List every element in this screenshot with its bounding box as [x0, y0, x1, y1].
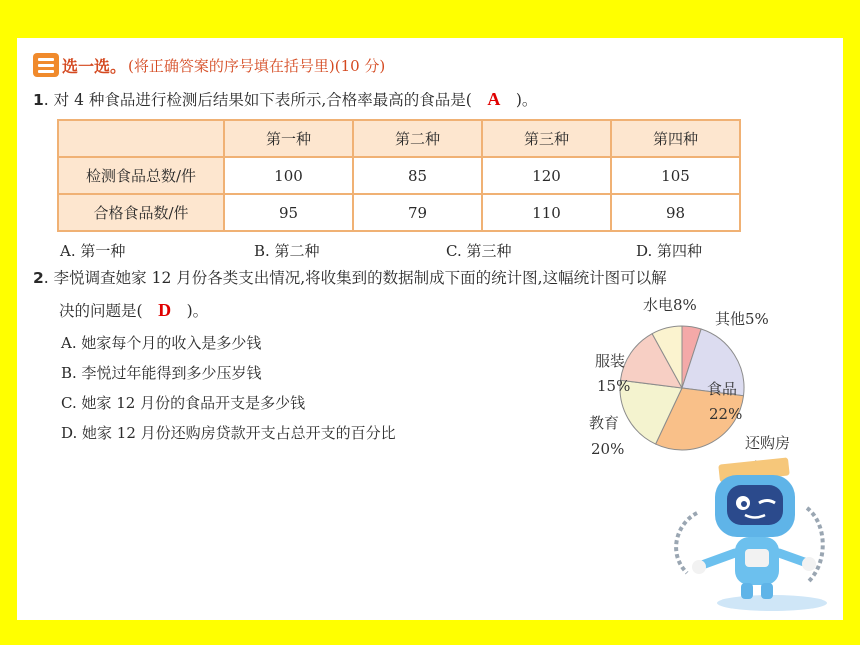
option-a: A. 她家每个月的收入是多少钱 [61, 334, 262, 352]
pie-label-food-pct: 22% [709, 405, 743, 423]
pie-label-other: 其他5% [715, 310, 769, 328]
table-row-label: 合格食品数/件 [58, 194, 224, 231]
question-2-text-2: 决的问题是( [59, 302, 143, 320]
table-header-row [58, 120, 740, 157]
table-cell: 85 [353, 157, 482, 194]
question-1-answer: A [487, 89, 501, 109]
question-2-number: 2 [33, 269, 44, 287]
table-header-cell: 第四种 [611, 120, 740, 157]
option-d: D. 她家 12 月份还购房贷款开支占总开支的百分比 [61, 424, 396, 442]
section-instructions: (将正确答案的序号填在括号里)(10 分) [128, 56, 386, 75]
table-header-cell: 第一种 [224, 120, 353, 157]
section-title: 选一选。 [62, 56, 127, 76]
table-cell: 110 [482, 194, 611, 231]
question-2-text-end: )。 [186, 302, 209, 320]
option-c: C. 她家 12 月份的食品开支是多少钱 [61, 394, 306, 412]
food-inspection-table [57, 119, 741, 232]
table-cell: 95 [224, 194, 353, 231]
question-1-text: . 对 4 种食品进行检测后结果如下表所示,合格率最高的食品是( [43, 91, 472, 109]
pie-label-clothing-name: 服装 [595, 352, 626, 370]
table-cell: 100 [224, 157, 353, 194]
option-c: C. 第三种 [446, 242, 512, 260]
question-2-line2 [59, 300, 208, 321]
pie-label-water-electric: 水电8% [643, 296, 697, 314]
table-header-cell: 第二种 [353, 120, 482, 157]
table-row [58, 157, 740, 194]
pie-label-education-name: 教育 [589, 414, 620, 432]
question-1 [33, 89, 537, 110]
table-row-label: 检测食品总数/件 [58, 157, 224, 194]
table-cell: 120 [482, 157, 611, 194]
pie-label-clothing-pct: 15% [597, 377, 631, 395]
worksheet-card [17, 38, 843, 620]
question-2-answer: D [158, 300, 172, 320]
table-header-cell: 第三种 [482, 120, 611, 157]
table-row [58, 194, 740, 231]
question-1-number: 1 [33, 91, 44, 109]
option-b: B. 第二种 [254, 242, 320, 260]
option-d: D. 第四种 [636, 242, 703, 260]
table-cell: 79 [353, 194, 482, 231]
table-cell: 105 [611, 157, 740, 194]
table-cell: 98 [611, 194, 740, 231]
table-corner-cell [58, 120, 224, 157]
pie-label-food-name: 食品 [707, 380, 738, 398]
question-2 [33, 268, 667, 288]
list-icon [33, 53, 59, 77]
question-2-options [61, 328, 396, 448]
pie-label-mortgage-line1: 还购房 [745, 434, 791, 452]
question-2-text: . 李悦调查她家 12 月份各类支出情况,将收集到的数据制成下面的统计图,这幅统计图可以解 [43, 269, 667, 287]
section-heading [33, 52, 385, 78]
option-b: B. 李悦过年能得到多少压岁钱 [61, 364, 262, 382]
question-1-text-end: )。 [515, 91, 538, 109]
option-a: A. 第一种 [60, 242, 126, 260]
pie-label-education-pct: 20% [591, 440, 625, 458]
robot-mascot-illustration [657, 453, 832, 613]
